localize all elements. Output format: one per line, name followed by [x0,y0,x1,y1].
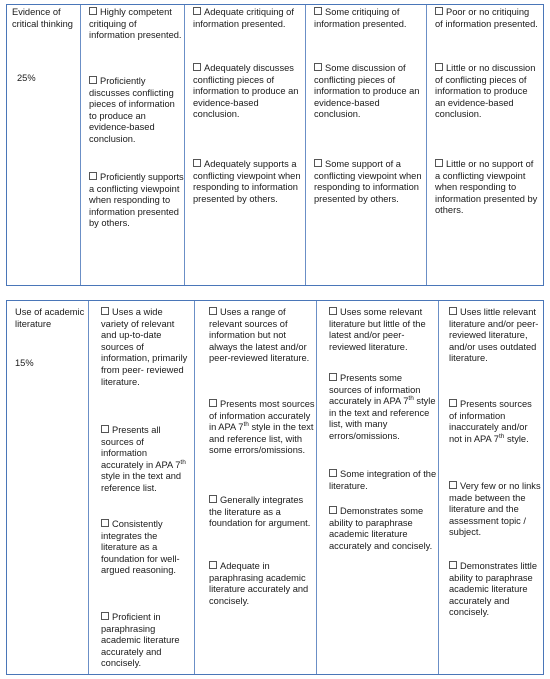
checkbox-icon[interactable] [329,373,337,381]
descriptor: Presents all sources of information accurately in APA 7th style in the text and reference list. [101,425,186,493]
descriptor: Uses some relevant literature but little of the latest and/or peer-reviewed literature. [329,307,426,352]
descriptor: Presents most sources of information accurately in APA 7th style in the text and reference list, with some errors/omissions. [209,399,315,456]
descriptor: Little or no discussion of conflicting pieces of information to produce an evidence-based conclusion. [435,63,536,120]
checkbox-icon[interactable] [435,159,443,167]
descriptor: Little or no support of a conflicting viewpoint when responding to information presented by others. [435,159,538,216]
criterion-cell [7,301,88,674]
level-col-3 [305,5,426,285]
checkbox-icon[interactable] [101,519,109,527]
checkbox-icon[interactable] [193,7,201,15]
checkbox-icon[interactable] [329,307,337,315]
descriptor: Presents some sources of information accurately in APA 7th style in the text and reference list, with many errors/omissions. [329,373,436,441]
checkbox-icon[interactable] [329,469,337,477]
level-col-2 [184,5,305,285]
descriptor: Adequately supports a conflicting viewpoint when responding to information presented by others. [193,159,301,204]
checkbox-icon[interactable] [101,425,109,433]
checkbox-icon[interactable] [193,63,201,71]
checkbox-icon[interactable] [193,159,201,167]
criterion-weight: 15% [15,358,34,368]
descriptor: Proficiently discusses conflicting pieces of information to produce an evidence-based conclusion. [89,76,175,144]
checkbox-icon[interactable] [89,172,97,180]
checkbox-icon[interactable] [449,561,457,569]
level-col-1 [80,5,184,285]
criterion-label: Evidence of critical thinking [12,7,73,29]
descriptor: Proficient in paraphrasing academic literature accurately and concisely. [101,612,180,669]
descriptor: Adequate critiquing of information presented. [193,7,294,29]
checkbox-icon[interactable] [449,399,457,407]
descriptor: Very few or no links made between the literature and the assessment topic / subject. [449,481,541,538]
checkbox-icon[interactable] [435,7,443,15]
level-col-4 [426,5,543,285]
descriptor: Demonstrates some ability to paraphrase academic literature accurately and concisely. [329,506,433,551]
level-col-2 [194,301,316,674]
descriptor: Some integration of the literature. [329,469,437,491]
checkbox-icon[interactable] [101,307,109,315]
descriptor: Demonstrates little ability to paraphrase academic literature accurately and concisely. [449,561,537,618]
descriptor: Some support of a conflicting viewpoint when responding to information presented by others. [314,159,422,204]
descriptor: Uses a range of relevant sources of information but not always the latest and/or peer-reviewed literature. [209,307,310,364]
level-col-1 [88,301,194,674]
rubric-row-critical-thinking [6,4,544,286]
level-col-3 [316,301,438,674]
descriptor: Some critiquing of information presented. [314,7,407,29]
criterion-weight: 25% [17,73,36,83]
checkbox-icon[interactable] [435,63,443,71]
checkbox-icon[interactable] [314,63,322,71]
descriptor: Adequately discusses conflicting pieces of information to produce an evidence-based conclusion. [193,63,299,120]
checkbox-icon[interactable] [209,495,217,503]
checkbox-icon[interactable] [101,612,109,620]
descriptor: Poor or no critiquing of information presented. [435,7,538,29]
checkbox-icon[interactable] [449,481,457,489]
rubric-row-academic-literature [6,300,544,675]
level-col-4 [438,301,543,674]
descriptor: Highly competent critiquing of information presented. [89,7,182,41]
criterion-cell [7,5,80,285]
descriptor: Uses little relevant literature and/or peer-reviewed literature, and/or uses outdated literature. [449,307,539,364]
descriptor: Some discussion of conflicting pieces of information to produce an evidence-based conclusion. [314,63,420,120]
checkbox-icon[interactable] [89,7,97,15]
criterion-label: Use of academic literature [15,307,85,329]
checkbox-icon[interactable] [209,561,217,569]
checkbox-icon[interactable] [209,399,217,407]
checkbox-icon[interactable] [314,159,322,167]
descriptor: Proficiently supports a conflicting viewpoint when responding to information presented by others. [89,172,184,229]
descriptor: Presents sources of information inaccurately and/or not in APA 7th style. [449,399,532,444]
descriptor: Consistently integrates the literature as a foundation for well-argued reasoning. [101,519,180,576]
descriptor: Generally integrates the literature as a foundation for argument. [209,495,311,529]
descriptor: Adequate in paraphrasing academic literature accurately and concisely. [209,561,309,606]
checkbox-icon[interactable] [329,506,337,514]
descriptor: Uses a wide variety of relevant and up-to-date sources of information, primarily from peer- reviewed literature. [101,307,188,387]
checkbox-icon[interactable] [314,7,322,15]
checkbox-icon[interactable] [449,307,457,315]
checkbox-icon[interactable] [209,307,217,315]
checkbox-icon[interactable] [89,76,97,84]
